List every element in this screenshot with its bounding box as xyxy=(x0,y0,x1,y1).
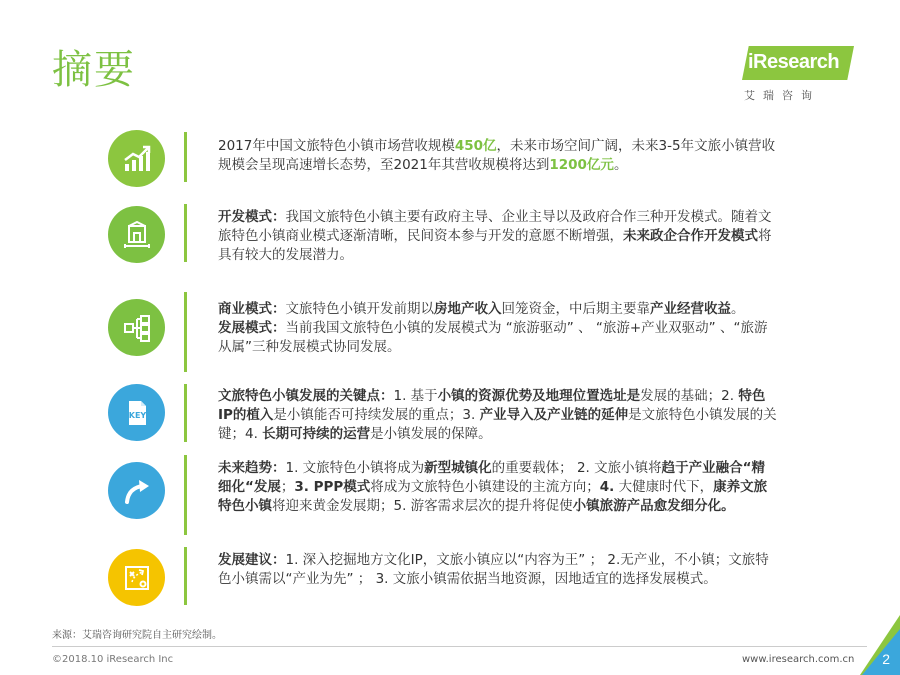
strategy-board-icon xyxy=(108,549,165,606)
text: 发展的基础；2. xyxy=(640,388,739,404)
text: 将成为文旅特色小镇建设的主流方向； xyxy=(370,479,600,495)
building-icon xyxy=(108,206,165,263)
divider-bar xyxy=(184,204,187,262)
bold-text: 趋于产业融合“精细化“发展 xyxy=(218,460,766,495)
text: 是小镇发展的保障。 xyxy=(370,426,492,442)
svg-text:KEY: KEY xyxy=(128,410,146,420)
text: 将迎来黄金发展期；5. 游客需求层次的提升将促使 xyxy=(272,498,573,514)
text: 1. 文旅特色小镇将成为 xyxy=(285,460,425,476)
item-label: 文旅特色小镇发展的关键点： xyxy=(218,388,394,404)
text: ； xyxy=(280,479,295,495)
key-document-icon xyxy=(108,384,165,441)
highlight-value: 1200亿元 xyxy=(549,157,614,173)
text: 2017年中国文旅特色小镇市场营收规模 xyxy=(218,138,455,154)
text: 是小镇能否可持续发展的重点；3. xyxy=(273,407,480,423)
bold-text: 4. xyxy=(599,479,615,495)
website-url: www.iresearch.com.cn xyxy=(742,654,855,665)
item-recommendations xyxy=(218,551,778,589)
item-summary-market xyxy=(218,137,778,175)
item-label: 未来趋势： xyxy=(218,460,286,476)
bold-text: 小镇旅游产品愈发细分化。 xyxy=(572,498,735,514)
logo-subtitle: 艾瑞咨询 xyxy=(744,89,820,102)
bold-text: 长期可持续的运营 xyxy=(262,426,371,442)
text: 文旅特色小镇开发前期以 xyxy=(285,301,434,317)
text: 我国文旅特色小镇主要有政府主导、企业主导以及政府合作三种开发模式。随着文旅特色小镇商业模式逐渐清晰，民间资本参与开发的意愿不断增强， xyxy=(218,209,772,244)
iresearch-logo xyxy=(742,42,862,104)
footer-divider xyxy=(52,646,867,647)
bold-text: 房地产收入 xyxy=(434,301,502,317)
text: 是文旅特色小镇发展的关键；4. xyxy=(218,407,777,442)
bold-text: 产业经营收益 xyxy=(650,301,731,317)
divider-bar xyxy=(184,132,187,182)
item-label: 发展模式： xyxy=(218,320,286,336)
item-label: 开发模式： xyxy=(218,209,286,225)
trend-arrow-icon xyxy=(108,462,165,519)
hierarchy-icon xyxy=(108,299,165,356)
text: 。 xyxy=(613,157,628,173)
item-key-points xyxy=(218,387,778,444)
source-note: 来源：艾瑞咨询研究院自主研究绘制。 xyxy=(52,630,222,641)
divider-bar xyxy=(184,292,187,372)
divider-bar xyxy=(184,547,187,605)
text: 1. 深入挖掘地方文化IP，文旅小镇应以“内容为王” ； 2.无产业，不小镇；文旅特色小镇需以“产业为先” ； 3. 文旅小镇需依据当地资源，因地适宜的选择发展模式。 xyxy=(218,552,769,587)
bold-text: 小镇的资源优势及地理位置选址是 xyxy=(437,388,641,404)
text: 的重要载体； 2. 文旅小镇将 xyxy=(491,460,662,476)
text: 将具有较大的发展潜力。 xyxy=(218,228,772,263)
text: 1. 基于 xyxy=(393,388,438,404)
bold-text: 产业导入及产业链的延伸 xyxy=(479,407,629,423)
item-business-model xyxy=(218,300,778,357)
bold-text: 特色IP的植入 xyxy=(218,388,766,423)
item-label: 商业模式： xyxy=(218,301,286,317)
text: ，未来市场空间广阔，未来3-5年文旅小镇营收规模会呈现高速增长态势，至2021年其营收规模将达到 xyxy=(218,138,776,173)
text: 。 xyxy=(731,301,745,317)
item-label: 发展建议： xyxy=(218,552,286,568)
text: 当前我国文旅特色小镇的发展模式为 “旅游驱动” 、 “旅游+产业双驱动” 、“旅游从属”三种发展模式协同发展。 xyxy=(218,320,768,355)
bold-text: 3. PPP模式 xyxy=(294,479,371,495)
bold-text: 未来政企合作开发模式 xyxy=(623,228,758,244)
item-development-model xyxy=(218,208,778,265)
text: 大健康时代下， xyxy=(614,479,714,495)
logo-text: iResearch xyxy=(748,51,840,73)
text: 回笼资金，中后期主要靠 xyxy=(501,301,650,317)
highlight-value: 450亿 xyxy=(454,138,497,154)
bold-text: 新型城镇化 xyxy=(424,460,492,476)
growth-chart-icon xyxy=(108,130,165,187)
divider-bar xyxy=(184,455,187,535)
item-future-trends xyxy=(218,459,778,516)
copyright: ©2018.10 iResearch Inc xyxy=(52,654,174,665)
page-number: 2 xyxy=(882,651,890,667)
page-title: 摘要 xyxy=(52,47,136,93)
bold-text: 康养文旅特色小镇 xyxy=(218,479,768,514)
divider-bar xyxy=(184,384,187,442)
